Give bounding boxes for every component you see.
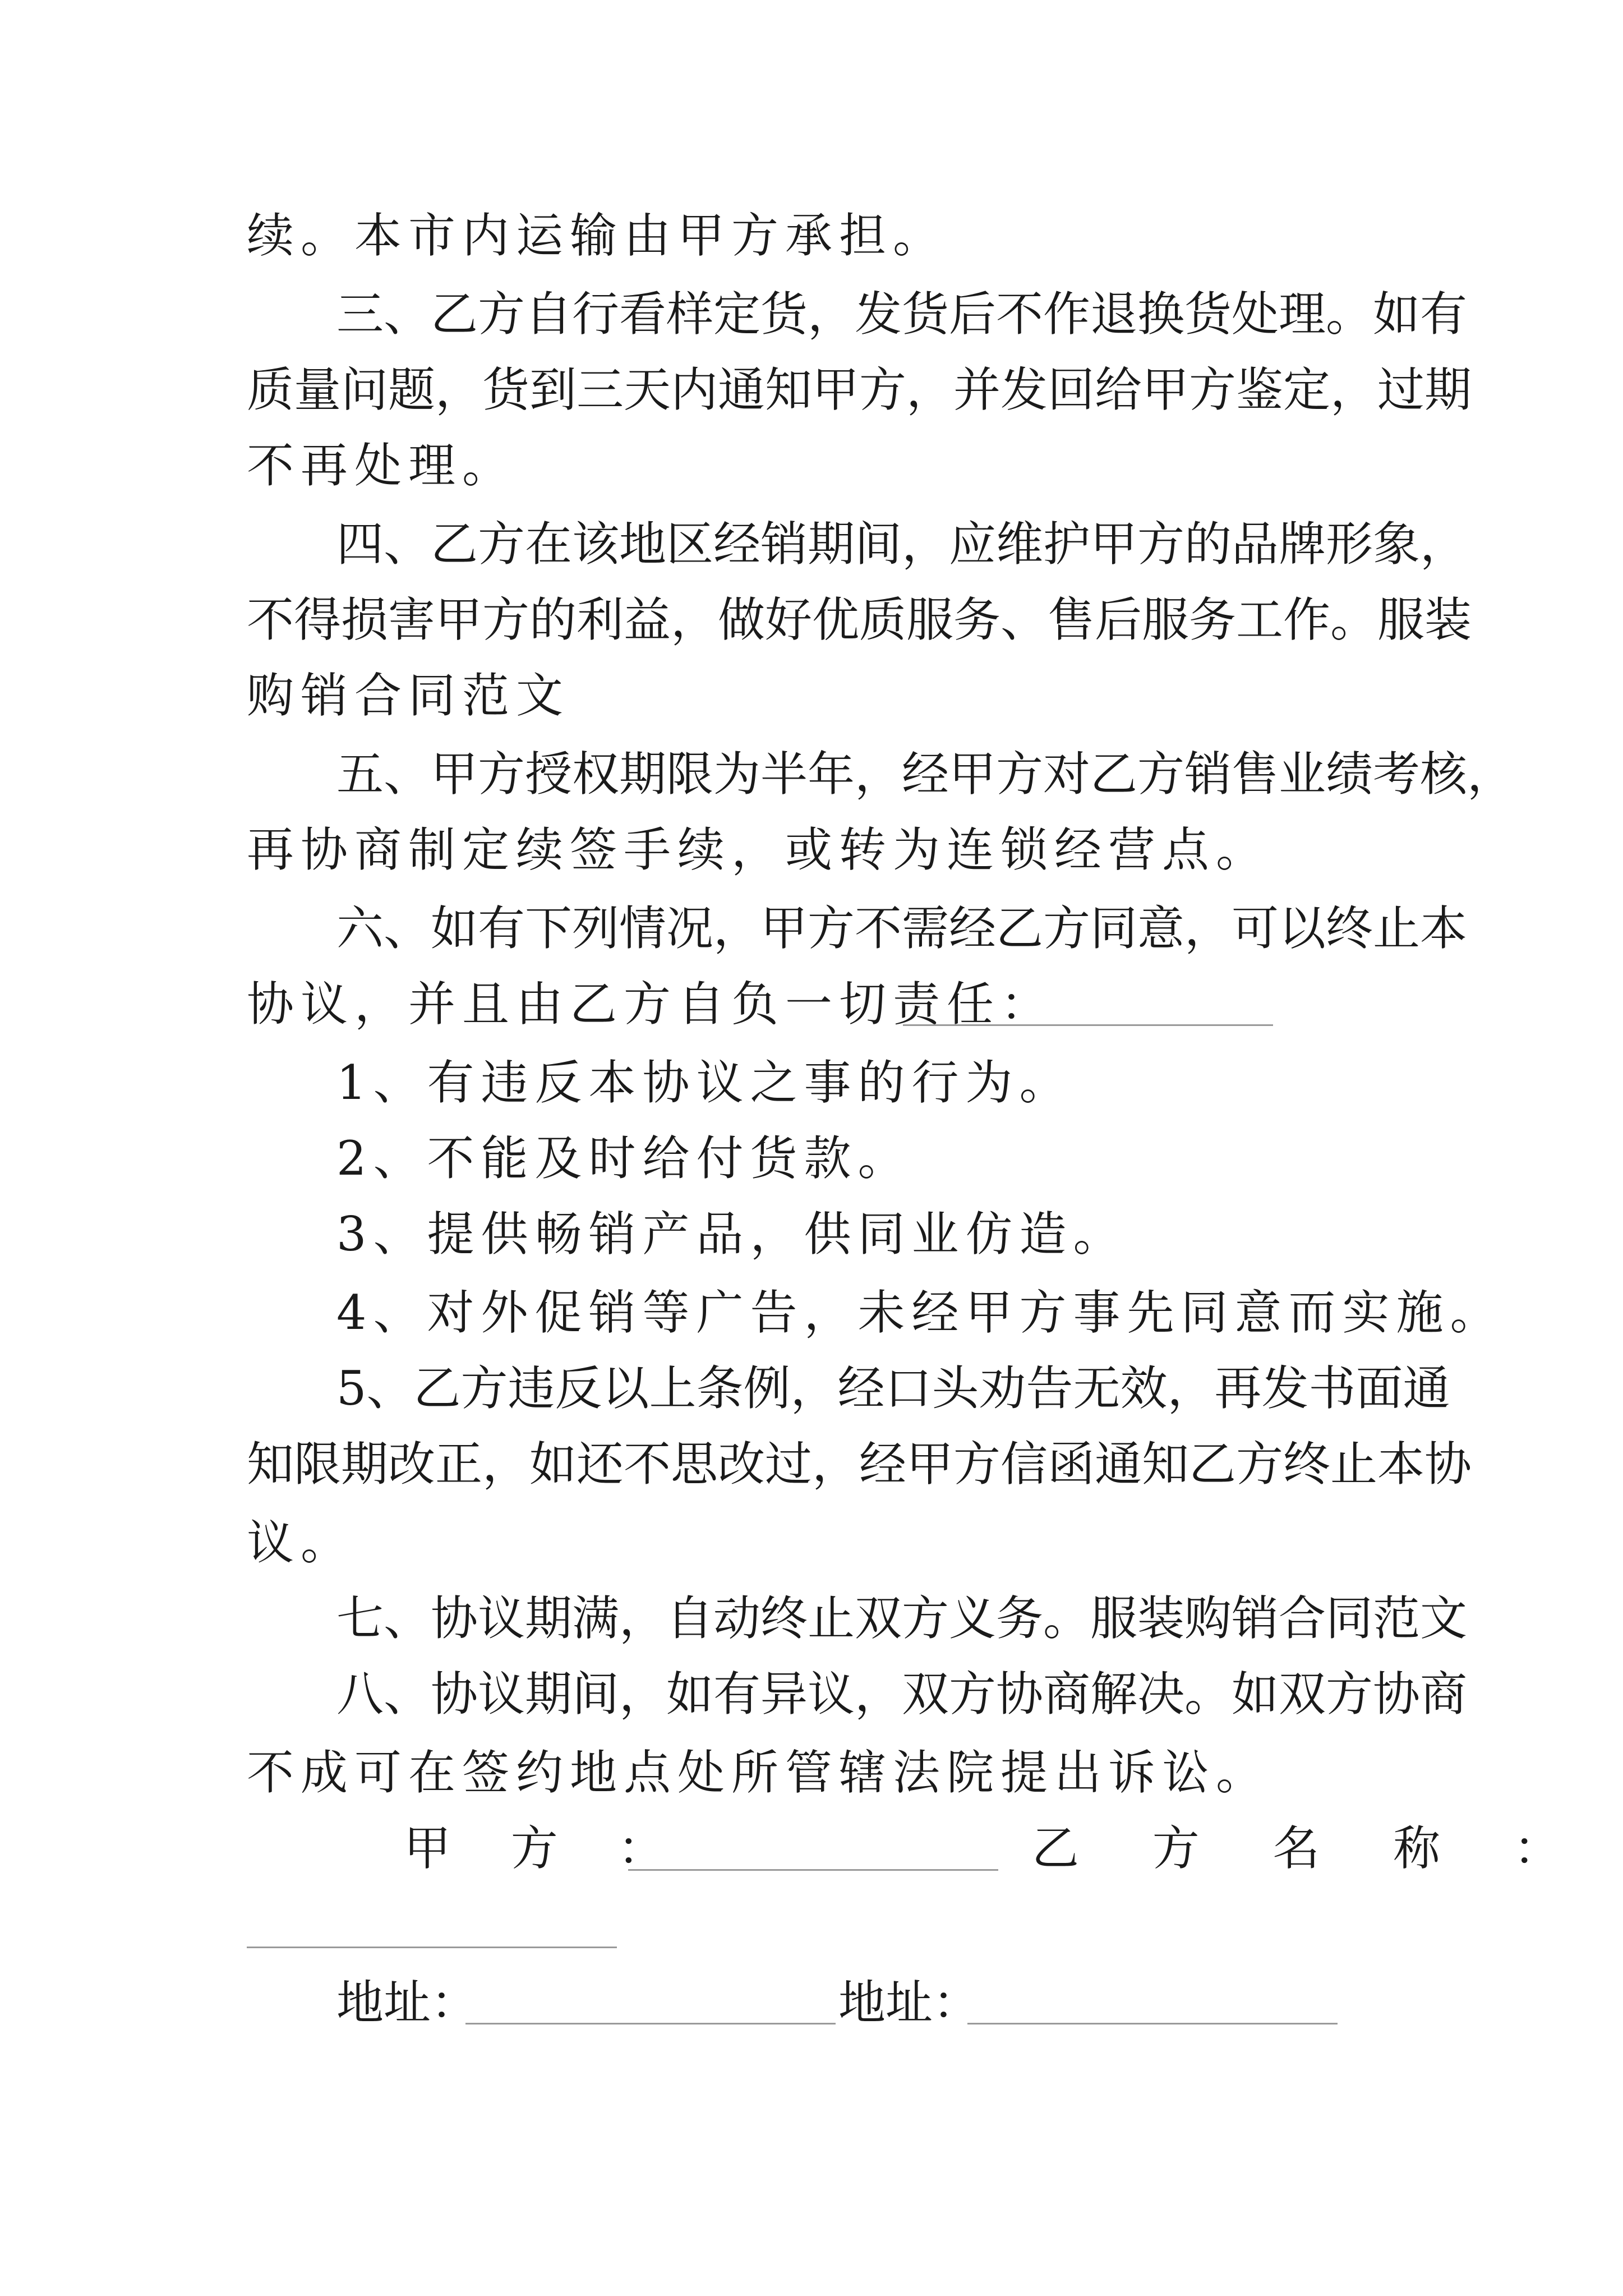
- party-a-blank[interactable]: [628, 1864, 998, 1871]
- party-b-address-blank[interactable]: [967, 2017, 1338, 2024]
- clause-6-line-2: 协议，并且由乙方自负一切责任：: [247, 977, 1055, 1032]
- clause-5-line-2: 再协商制定续签手续，或转为连锁经营点。: [247, 822, 1270, 877]
- party-b-address-label: 地址：: [838, 1975, 980, 2030]
- clause-6-line-1: 六、如有下列情况，甲方不需经乙方同意，可以终止本: [336, 901, 1468, 956]
- party-b-name-blank[interactable]: [247, 1941, 617, 1948]
- item-5-line-1: 5、乙方违反以上条例，经口头劝告无效，再发书面通: [336, 1361, 1450, 1416]
- party-a-address-blank[interactable]: [465, 2017, 836, 2024]
- item-5-line-3: 议。: [247, 1515, 355, 1570]
- party-b-name-label: 乙 方 名 称 ：: [1032, 1821, 1590, 1876]
- item-1: 1、有违反本协议之事的行为。: [336, 1055, 1073, 1110]
- clause-8-line-2: 不成可在签约地点处所管辖法院提出诉讼。: [247, 1745, 1270, 1800]
- clause-4-line-1: 四、乙方在该地区经销期间，应维护甲方的品牌形象，: [336, 517, 1468, 572]
- text-line-1: 续。本市内运输由甲方承担。: [247, 208, 947, 263]
- item-4: 4、对外促销等广告，未经甲方事先同意而实施。: [336, 1285, 1504, 1340]
- item-3: 3、提供畅销产品，供同业仿造。: [336, 1207, 1127, 1262]
- responsibility-blank[interactable]: [903, 1019, 1273, 1026]
- clause-5-line-1: 五、甲方授权期限为半年，经甲方对乙方销售业绩考核，: [336, 747, 1515, 802]
- clause-8-line-1: 八、协议期间，如有异议，双方协商解决。如双方协商: [336, 1667, 1468, 1722]
- party-a-label: 甲 方 ：: [404, 1821, 688, 1876]
- item-2: 2、不能及时给付货款。: [336, 1131, 912, 1186]
- clause-3-line-2: 质量问题，货到三天内通知甲方，并发回给甲方鉴定，过期: [247, 362, 1472, 417]
- clause-7: 七、协议期满，自动终止双方义务。服装购销合同范文: [336, 1591, 1468, 1646]
- clause-4-line-3: 购销合同范文: [247, 668, 570, 723]
- clause-3-line-3: 不再处理。: [247, 438, 517, 493]
- clause-4-line-2: 不得损害甲方的利益，做好优质服务、售后服务工作。服装: [247, 592, 1472, 647]
- party-a-address-label: 地址：: [336, 1975, 478, 2030]
- clause-3-line-1: 三、乙方自行看样定货，发货后不作退换货处理。如有: [336, 287, 1468, 342]
- item-5-line-2: 知限期改正，如还不思改过，经甲方信函通知乙方终止本协: [247, 1437, 1472, 1492]
